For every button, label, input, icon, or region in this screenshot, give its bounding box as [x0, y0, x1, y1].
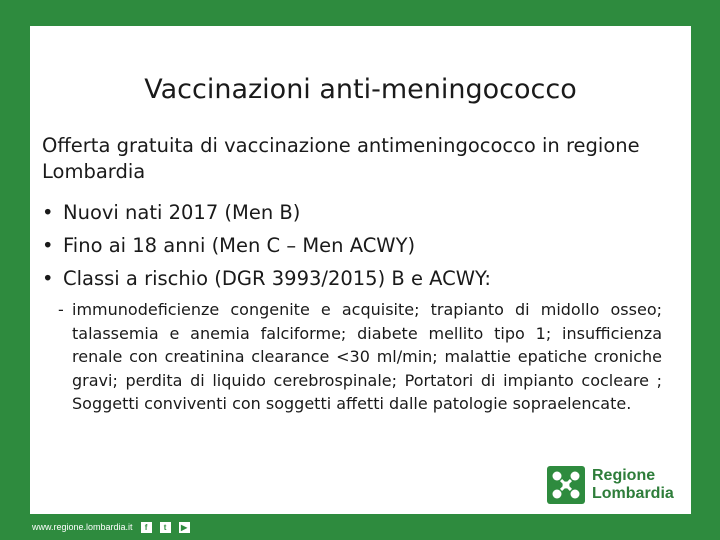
twitter-icon[interactable]: t — [160, 522, 171, 533]
bullet-text: Classi a rischio (DGR 3993/2015) B e ACWY: — [63, 267, 491, 290]
footer-url[interactable]: www.regione.lombardia.it — [32, 522, 133, 532]
facebook-icon[interactable]: f — [141, 522, 152, 533]
intro-text: Offerta gratuita di vaccinazione antimeningococco in regione Lombardia — [42, 134, 640, 183]
sub-item-text: immunodeficienze congenite e acquisite; trapianto di midollo osseo; talassemia e anemia falciforme; diabete mellito tipo 1; insufficienza renale con creatinina clearance <30 ml/min; malattie epatiche croniche gravi; perdita di liquido cerebrospinale; Portatori di impianto cocleare ; Soggetti conviventi con soggetti affetti dalle patologie sopraelencate. — [72, 300, 662, 413]
slide-title: Vaccinazioni anti-meningococco — [144, 74, 577, 105]
bullet-list — [42, 196, 672, 295]
bullet-item: • Nuovi nati 2017 (Men B) — [42, 201, 301, 224]
bullet-item: • Fino ai 18 anni (Men C – Men ACWY) — [42, 234, 416, 257]
bullet-item: • Classi a rischio (DGR 3993/2015) B e ACWY: — [42, 267, 491, 290]
regione-lombardia-logo — [547, 466, 697, 506]
bullet-text: Fino ai 18 anni (Men C – Men ACWY) — [63, 234, 416, 257]
sub-item: - immunodeficienze congenite e acquisite; trapianto di midollo osseo; talassemia e anemia falciforme; diabete mellito tipo 1; insufficienza renale con creatinina clearance <30 ml/min; malattie epatiche croniche gravi; perdita di liquido cerebrospinale; Portatori di impianto cocleare ; Soggetti conviventi con soggetti affetti dalle patologie sopraelencate. — [58, 300, 662, 413]
logo-text-line1: Regione — [592, 467, 656, 484]
logo-text-line2: Lombardia — [592, 485, 674, 502]
bullet-text: Nuovi nati 2017 (Men B) — [63, 201, 301, 224]
slide-card — [30, 26, 691, 514]
youtube-icon[interactable]: ▶ — [179, 522, 190, 533]
regione-lombardia-logo-icon — [547, 466, 585, 504]
footer — [32, 519, 190, 535]
